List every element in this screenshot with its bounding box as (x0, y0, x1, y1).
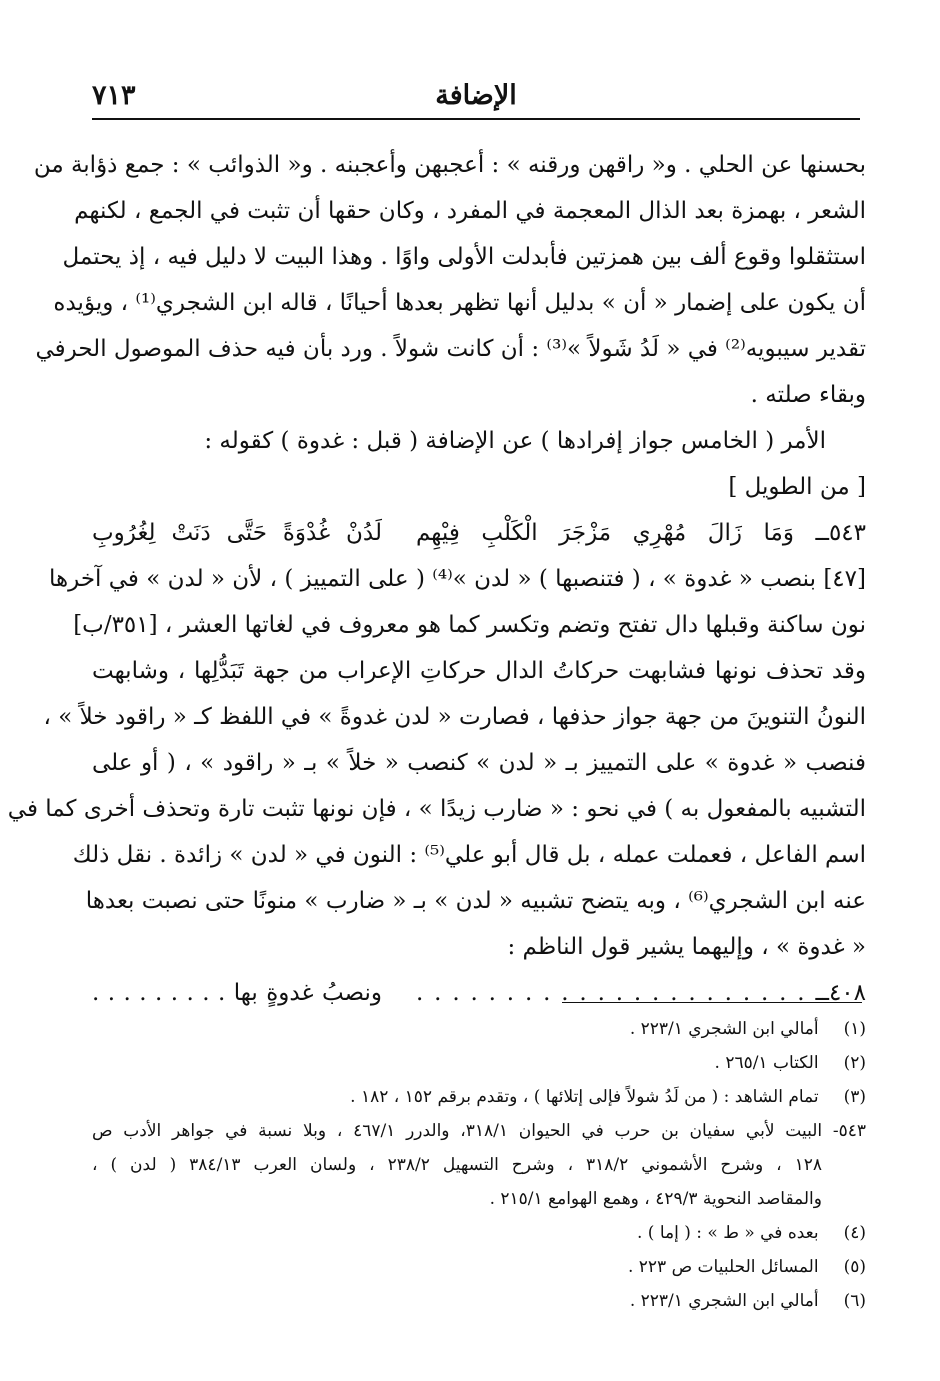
footnote-text: أمالي ابن الشجري ٢٢٣/١ . (629, 1291, 819, 1311)
footnote-text: المسائل الحلبيات ص ٢٢٣ . (627, 1257, 819, 1277)
footnote-number: (٥) (843, 1257, 866, 1277)
page-number: ٧١٣ (92, 80, 136, 111)
footnote (92, 1284, 866, 1318)
text-line: تقدير سيبويه⁽²⁾ في « لَدُ شَولاً »⁽³⁾ : أن كانت شولاً . ورد بأن فيه حذف الموصول الحرفي (35, 336, 866, 362)
text-line: فنصب « غدوة » على التمييز بـ « لدن » كنصب « خلاً » بـ « راقود » ، ( أو على (92, 750, 866, 776)
verse-hemistich-second: لَدُنْ غُدْوَةً حَتَّى دَنَتْ لِغُرُوبِ (92, 520, 382, 546)
footnotes (92, 1012, 866, 1318)
footnote-number: (١) (843, 1019, 866, 1039)
footnote (92, 1250, 866, 1284)
verse-hemistich-first: ٤٠٨ــ . . . . . . . . . . . . . . . . . . . . . . (416, 980, 866, 1006)
footnote-text: الكتاب ٢٦٥/١ . (714, 1053, 819, 1073)
verse-hemistich-first: ٥٤٣ــ وَمَا زَالَ مُهْرِي مَزْجَرَ الْكَلْبِ فِيْهِم (416, 520, 866, 546)
footnote-text: تمام الشاهد : ( من لَدُ شولاً فإلى إتلائها ) ، وتقدم برقم ١٥٢ ، ١٨٢ . (350, 1087, 819, 1107)
text-line: عنه ابن الشجري⁽⁶⁾ ، وبه يتضح تشبيه « لدن » بـ « ضارب » منونًا حتى نصبت بعدها (85, 888, 866, 914)
running-title: الإضافة (435, 80, 517, 111)
verse-543 (92, 510, 866, 556)
footnote (92, 1012, 866, 1046)
footnote-number: (٤) (843, 1223, 866, 1243)
page-header (92, 78, 860, 120)
text-line: [٤٧] بنصب « غدوة » ، ( فتنصبها ) « لدن »⁽⁴⁾ ( على التمييز ) ، لأن « لدن » في آخرها (49, 566, 866, 592)
text-line: أن يكون على إضمار « أن » بدليل أنها تظهر بعدها أحيانًا ، قاله ابن الشجري⁽¹⁾ ، ويؤيده (53, 290, 866, 316)
footnote (92, 1080, 866, 1114)
footnote-verse-source-cont: والمقاصد النحوية ٤٢٩/٣ ، وهمع الهوامع ٢١٥/١ . (489, 1189, 822, 1209)
text-line: وقد تحذف نونها فشابهت حركاتُ الدال حركاتِ الإعراب من جهة تَبَدُّلِها ، وشابهت (92, 658, 866, 684)
footnote-number: (٦) (843, 1291, 866, 1311)
verse-hemistich-second: ونصبُ غدوةٍ بها . . . . . . . . . (92, 980, 382, 1006)
text-line: وبقاء صلته . (750, 382, 866, 408)
main-text (7, 142, 866, 1016)
meter-label: [ من الطويل ] (728, 474, 866, 500)
footnote-verse-source-cont: ١٢٨ ، وشرح الأشموني ٣١٨/٢ ، وشرح التسهيل ٢٣٨/٢ ، ولسان العرب ٣٨٤/١٣ ( لدن ) ، (92, 1155, 822, 1175)
footnote-separator (562, 1002, 862, 1003)
text-line: الشعر ، بهمزة بعد الذال المعجمة في المفرد ، وكان حقها أن تثبت في الجمع ، لكنهم (74, 198, 866, 224)
text-line: استثقلوا وقوع ألف بين همزتين فأبدلت الأولى واوًا . وهذا البيت لا دليل فيه ، إذ يحتمل (62, 244, 866, 270)
text-line: اسم الفاعل ، فعملت عمله ، بل قال أبو علي⁽⁵⁾ : النون في « لدن » زائدة . نقل ذلك (72, 842, 866, 868)
text-line: بحسنها عن الحلي . و« راقهن ورقنه » : أعجبهن وأعجبنه . و« الذوائب » : جمع ذؤابة من (33, 152, 866, 178)
text-line: النونُ التنوينَ من جهة جواز حذفها ، فصارت « لدن غدوةً » في اللفظ كـ « راقود خلاً » ، (43, 704, 866, 730)
footnote-text: أمالي ابن الشجري ٢٢٣/١ . (629, 1019, 819, 1039)
text-line: نون ساكنة وقبلها دال تفتح وتضم وتكسر كما هو معروف في لغاتها العشر ، [٣٥١/ب] (73, 612, 866, 638)
text-line: « غدوة » ، وإليهما يشير قول الناظم : (507, 934, 866, 960)
footnote-number: (٢) (843, 1053, 866, 1073)
footnote (92, 1216, 866, 1250)
footnote-number: (٣) (843, 1087, 866, 1107)
verse-408 (92, 970, 866, 1016)
footnote-verse-source: ٥٤٣- البيت لأبي سفيان بن حرب في الحيوان ٣١٨/١، والدرر ٤٦٧/١ ، وبلا نسبة في جواهر الأدب ص (92, 1121, 866, 1141)
footnote (92, 1046, 866, 1080)
footnote-text: بعده في « ط » : ( إما ) . (636, 1223, 819, 1243)
text-line: التشبيه بالمفعول به ) في نحو : « ضارب زيدًا » ، فإن نونها تثبت تارة وتحذف أخرى كما في (7, 796, 866, 822)
section-heading-line: الأمر ( الخامس جواز إفرادها ) عن الإضافة ( قبل : غدوة ) كقوله : (204, 428, 826, 454)
